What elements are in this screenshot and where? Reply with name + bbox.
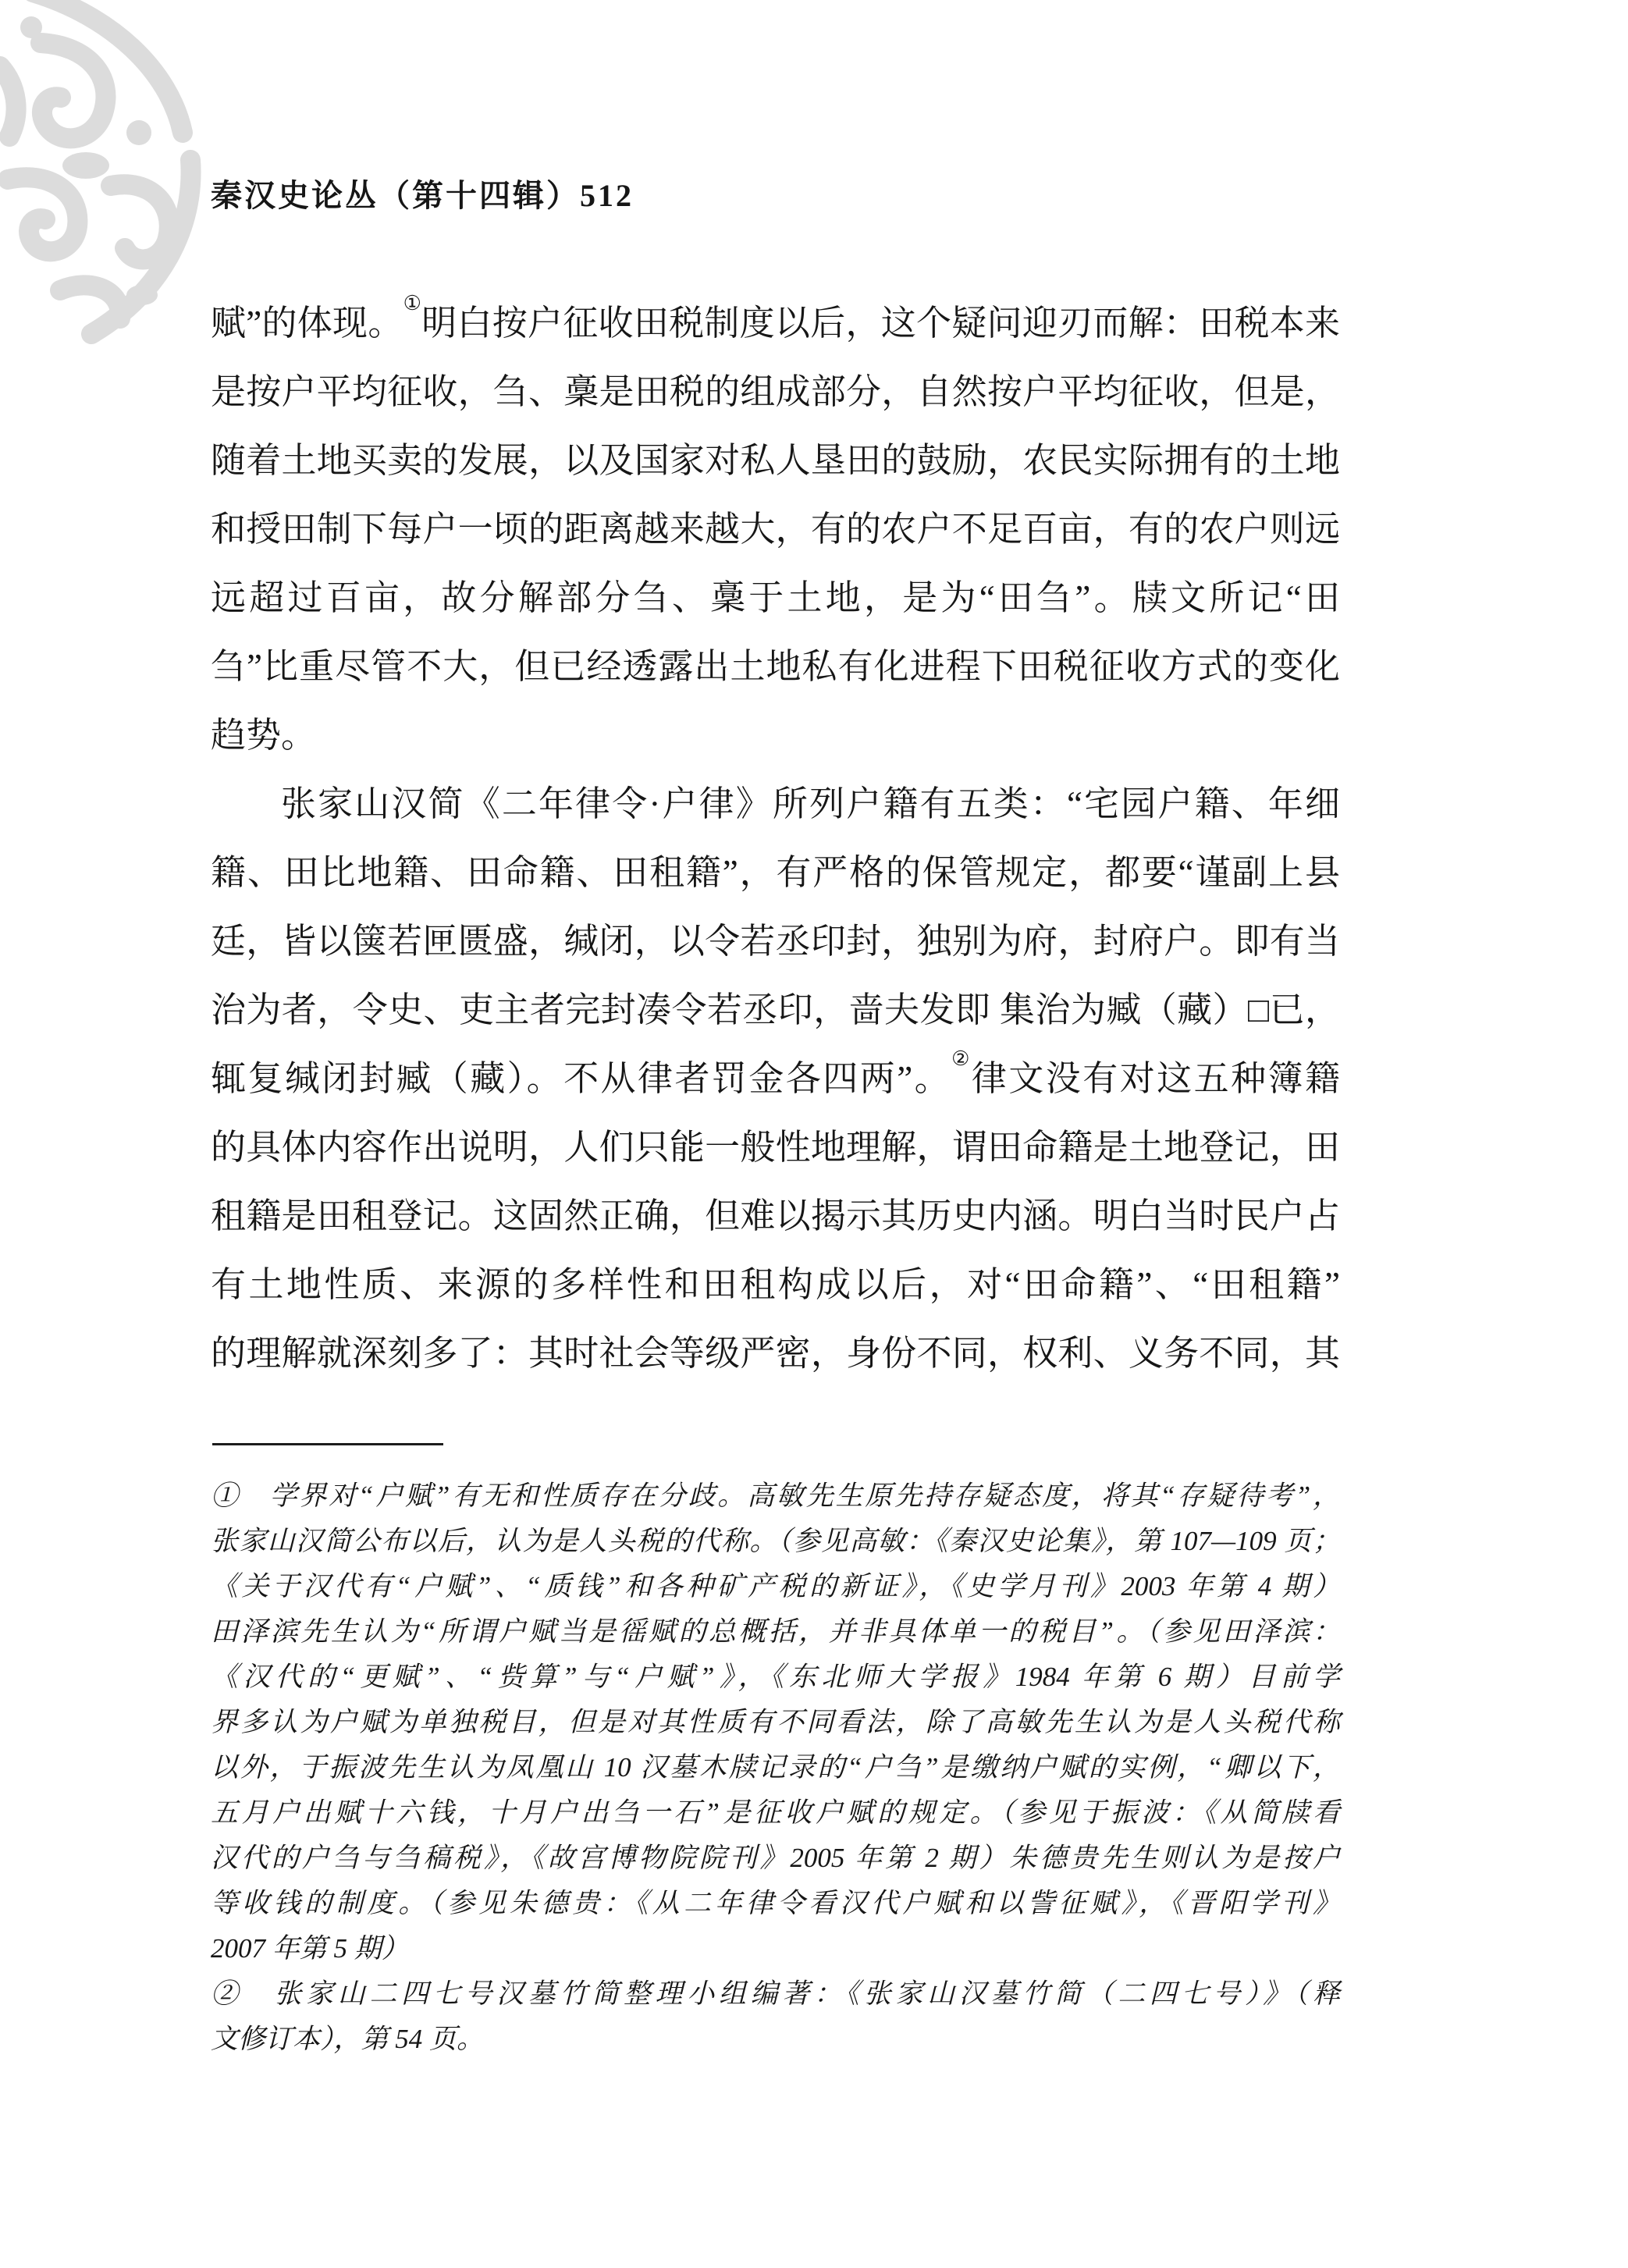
body-line — [211, 1044, 1340, 1113]
body-line-text: 张家山汉简《二年律令·户律》所列户籍有五类：“宅园户籍、年细 — [281, 784, 1340, 823]
footnote-ref-1: ① — [403, 292, 422, 315]
body-line-text: 廷，皆以箧若匣匮盛，缄闭，以令若丞印封，独别为府，封府户。即有当 — [211, 922, 1340, 961]
body-line-text: 赋”的体现。 — [211, 304, 403, 343]
footnote-text: 汉代的户刍与刍稿税》，《故宫博物院院刊》2005 年第 2 期）朱德贵先生则认为是按户 — [211, 1843, 1340, 1873]
footnote-text: 《汉代的“更赋”、“赀算”与“户赋”》，《东北师大学报》1984 年第 6 期）目前学 — [211, 1662, 1340, 1692]
body-line-paragraph-start — [211, 770, 1340, 838]
footnote-text: 田泽滨先生认为“所谓户赋当是徭赋的总概括，并非具体单一的税目”。（参见田泽滨： — [211, 1616, 1340, 1647]
body-line-text: 和授田制下每户一顷的距离越来越大，有的农户不足百亩，有的农户则远 — [211, 510, 1340, 549]
footnote-separator — [212, 1443, 443, 1445]
body-line-text: 的具体内容作出说明，人们只能一般性地理解，谓田命籍是土地登记，田 — [211, 1128, 1340, 1167]
ornament-watermark-icon — [0, 0, 243, 359]
body-line — [211, 976, 1340, 1044]
body-line-text: 趋势。 — [211, 716, 317, 755]
body-line — [211, 1319, 1340, 1388]
body-line-text: 籍、田比地籍、田命籍、田租籍”，有严格的保管规定，都要“谨副上县 — [211, 853, 1340, 892]
footnote-line — [211, 1700, 1340, 1745]
body-text-block — [211, 289, 1340, 1388]
footnote-text: 文修订本），第 54 页。 — [211, 2024, 485, 2054]
footnote-line — [211, 1881, 1340, 1926]
footnote-line — [211, 1519, 1340, 1564]
footnote-text: 张家山汉简公布以后，认为是人头税的代称。（参见高敏：《秦汉史论集》，第 107—109 页； — [211, 1526, 1340, 1556]
body-line-text: 律文没有对这五种簿籍 — [971, 1059, 1340, 1098]
body-line — [211, 1182, 1340, 1250]
body-line — [211, 701, 1340, 770]
footnote-text: 2007 年第 5 期） — [211, 1933, 409, 1964]
body-line-text: 随着土地买卖的发展，以及国家对私人垦田的鼓励，农民实际拥有的土地 — [211, 441, 1340, 480]
body-line-text: 刍”比重尽管不大，但已经透露出土地私有化进程下田税征收方式的变化 — [211, 647, 1340, 686]
footnote-text: 以外，于振波先生认为凤凰山 10 汉墓木牍记录的“户刍”是缴纳户赋的实例，“卿以下， — [211, 1752, 1340, 1783]
footnote-line — [211, 1564, 1340, 1609]
running-header: 秦汉史论丛（第十四辑）512 — [211, 178, 634, 213]
body-line — [211, 907, 1340, 976]
body-line — [211, 1250, 1340, 1319]
footnote-line — [211, 1609, 1340, 1655]
footnote-line — [211, 1655, 1340, 1700]
footnote-text: 五月户出赋十六钱，十月户出刍一石”是征收户赋的规定。（参见于振波：《从简牍看 — [211, 1797, 1340, 1828]
footnote-text: ① 学界对“户赋”有无和性质存在分歧。高敏先生原先持存疑态度，将其“存疑待考”， — [211, 1481, 1340, 1511]
footnote-line — [211, 1926, 1340, 1971]
footnote-line — [211, 1836, 1340, 1881]
footnote-ref-2: ② — [951, 1047, 972, 1070]
footnote-line — [211, 1745, 1340, 1790]
body-line-text: 明白按户征收田税制度以后，这个疑问迎刃而解：田税本来 — [421, 304, 1340, 343]
footnote-text: ② 张家山二四七号汉墓竹简整理小组编著：《张家山汉墓竹简（二四七号）》（释 — [211, 1978, 1340, 2009]
footnote-text: 《关于汉代有“户赋”、“质钱”和各种矿产税的新证》，《史学月刊》2003 年第 4 期） — [211, 1571, 1340, 1601]
body-line — [211, 563, 1340, 632]
body-line — [211, 495, 1340, 563]
body-line — [211, 289, 1340, 357]
body-line-text: 的理解就深刻多了：其时社会等级严密，身份不同，权利、义务不同，其 — [211, 1334, 1340, 1373]
footnote-line — [211, 1971, 1340, 2017]
body-line-text: 辄复缄闭封臧（藏）。不从律者罚金各四两”。 — [211, 1059, 952, 1098]
body-line-text: 治为者，令史、吏主者完封凑令若丞印，啬夫发即 集治为臧（藏）□已， — [211, 990, 1340, 1029]
footnote-line — [211, 1790, 1340, 1836]
body-line — [211, 632, 1340, 701]
body-line-text: 租籍是田租登记。这固然正确，但难以揭示其历史内涵。明白当时民户占 — [211, 1196, 1340, 1235]
footnote-line — [211, 2017, 1340, 2062]
footnotes-block — [211, 1473, 1340, 2062]
footnote-text: 等收钱的制度。（参见朱德贵：《从二年律令看汉代户赋和以訾征赋》，《晋阳学刊》 — [211, 1888, 1340, 1918]
body-line-text: 有土地性质、来源的多样性和田租构成以后，对“田命籍”、“田租籍” — [211, 1265, 1340, 1304]
body-line-text: 远超过百亩，故分解部分刍、稾于土地，是为“田刍”。牍文所记“田 — [211, 578, 1340, 617]
body-line — [211, 426, 1340, 495]
footnote-text: 界多认为户赋为单独税目，但是对其性质有不同看法，除了高敏先生认为是人头税代称 — [211, 1707, 1340, 1737]
body-line — [211, 1113, 1340, 1182]
body-line — [211, 838, 1340, 907]
body-line — [211, 357, 1340, 426]
footnote-line — [211, 1473, 1340, 1519]
body-line-text: 是按户平均征收，刍、稾是田税的组成部分，自然按户平均征收，但是， — [211, 372, 1340, 411]
